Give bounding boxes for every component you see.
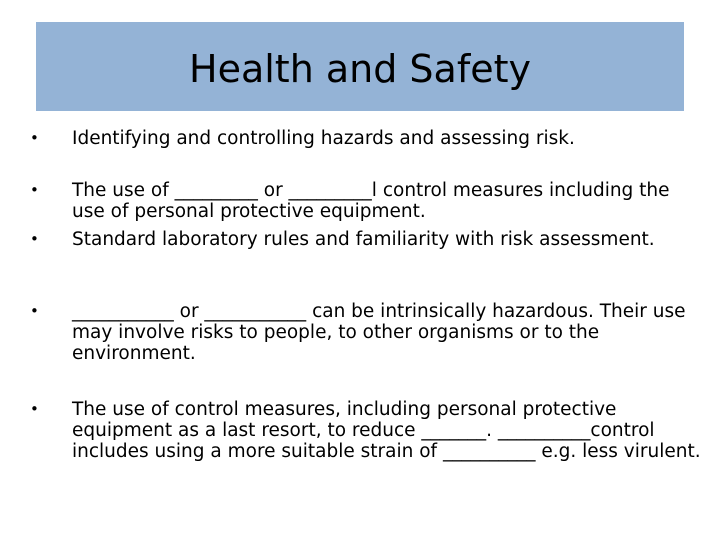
bullet-item: • The use of control measures, including personal protective equipment as a last resort, to reduce _______. __________control includes using a more suitable strain of __________ e.g. less virulent. — [72, 399, 702, 462]
slide-title: Health and Safety — [189, 47, 531, 91]
bullet-item: • Identifying and controlling hazards and assessing risk. — [72, 128, 702, 149]
bullet-item: • ___________ or ___________ can be intrinsically hazardous. Their use may involve risks to people, to other organisms or to the environment. — [72, 301, 702, 364]
bullet-item: • The use of _________ or _________l control measures including the use of personal protective equipment. — [72, 180, 702, 222]
bullet-item: • Standard laboratory rules and familiarity with risk assessment. — [72, 229, 702, 250]
